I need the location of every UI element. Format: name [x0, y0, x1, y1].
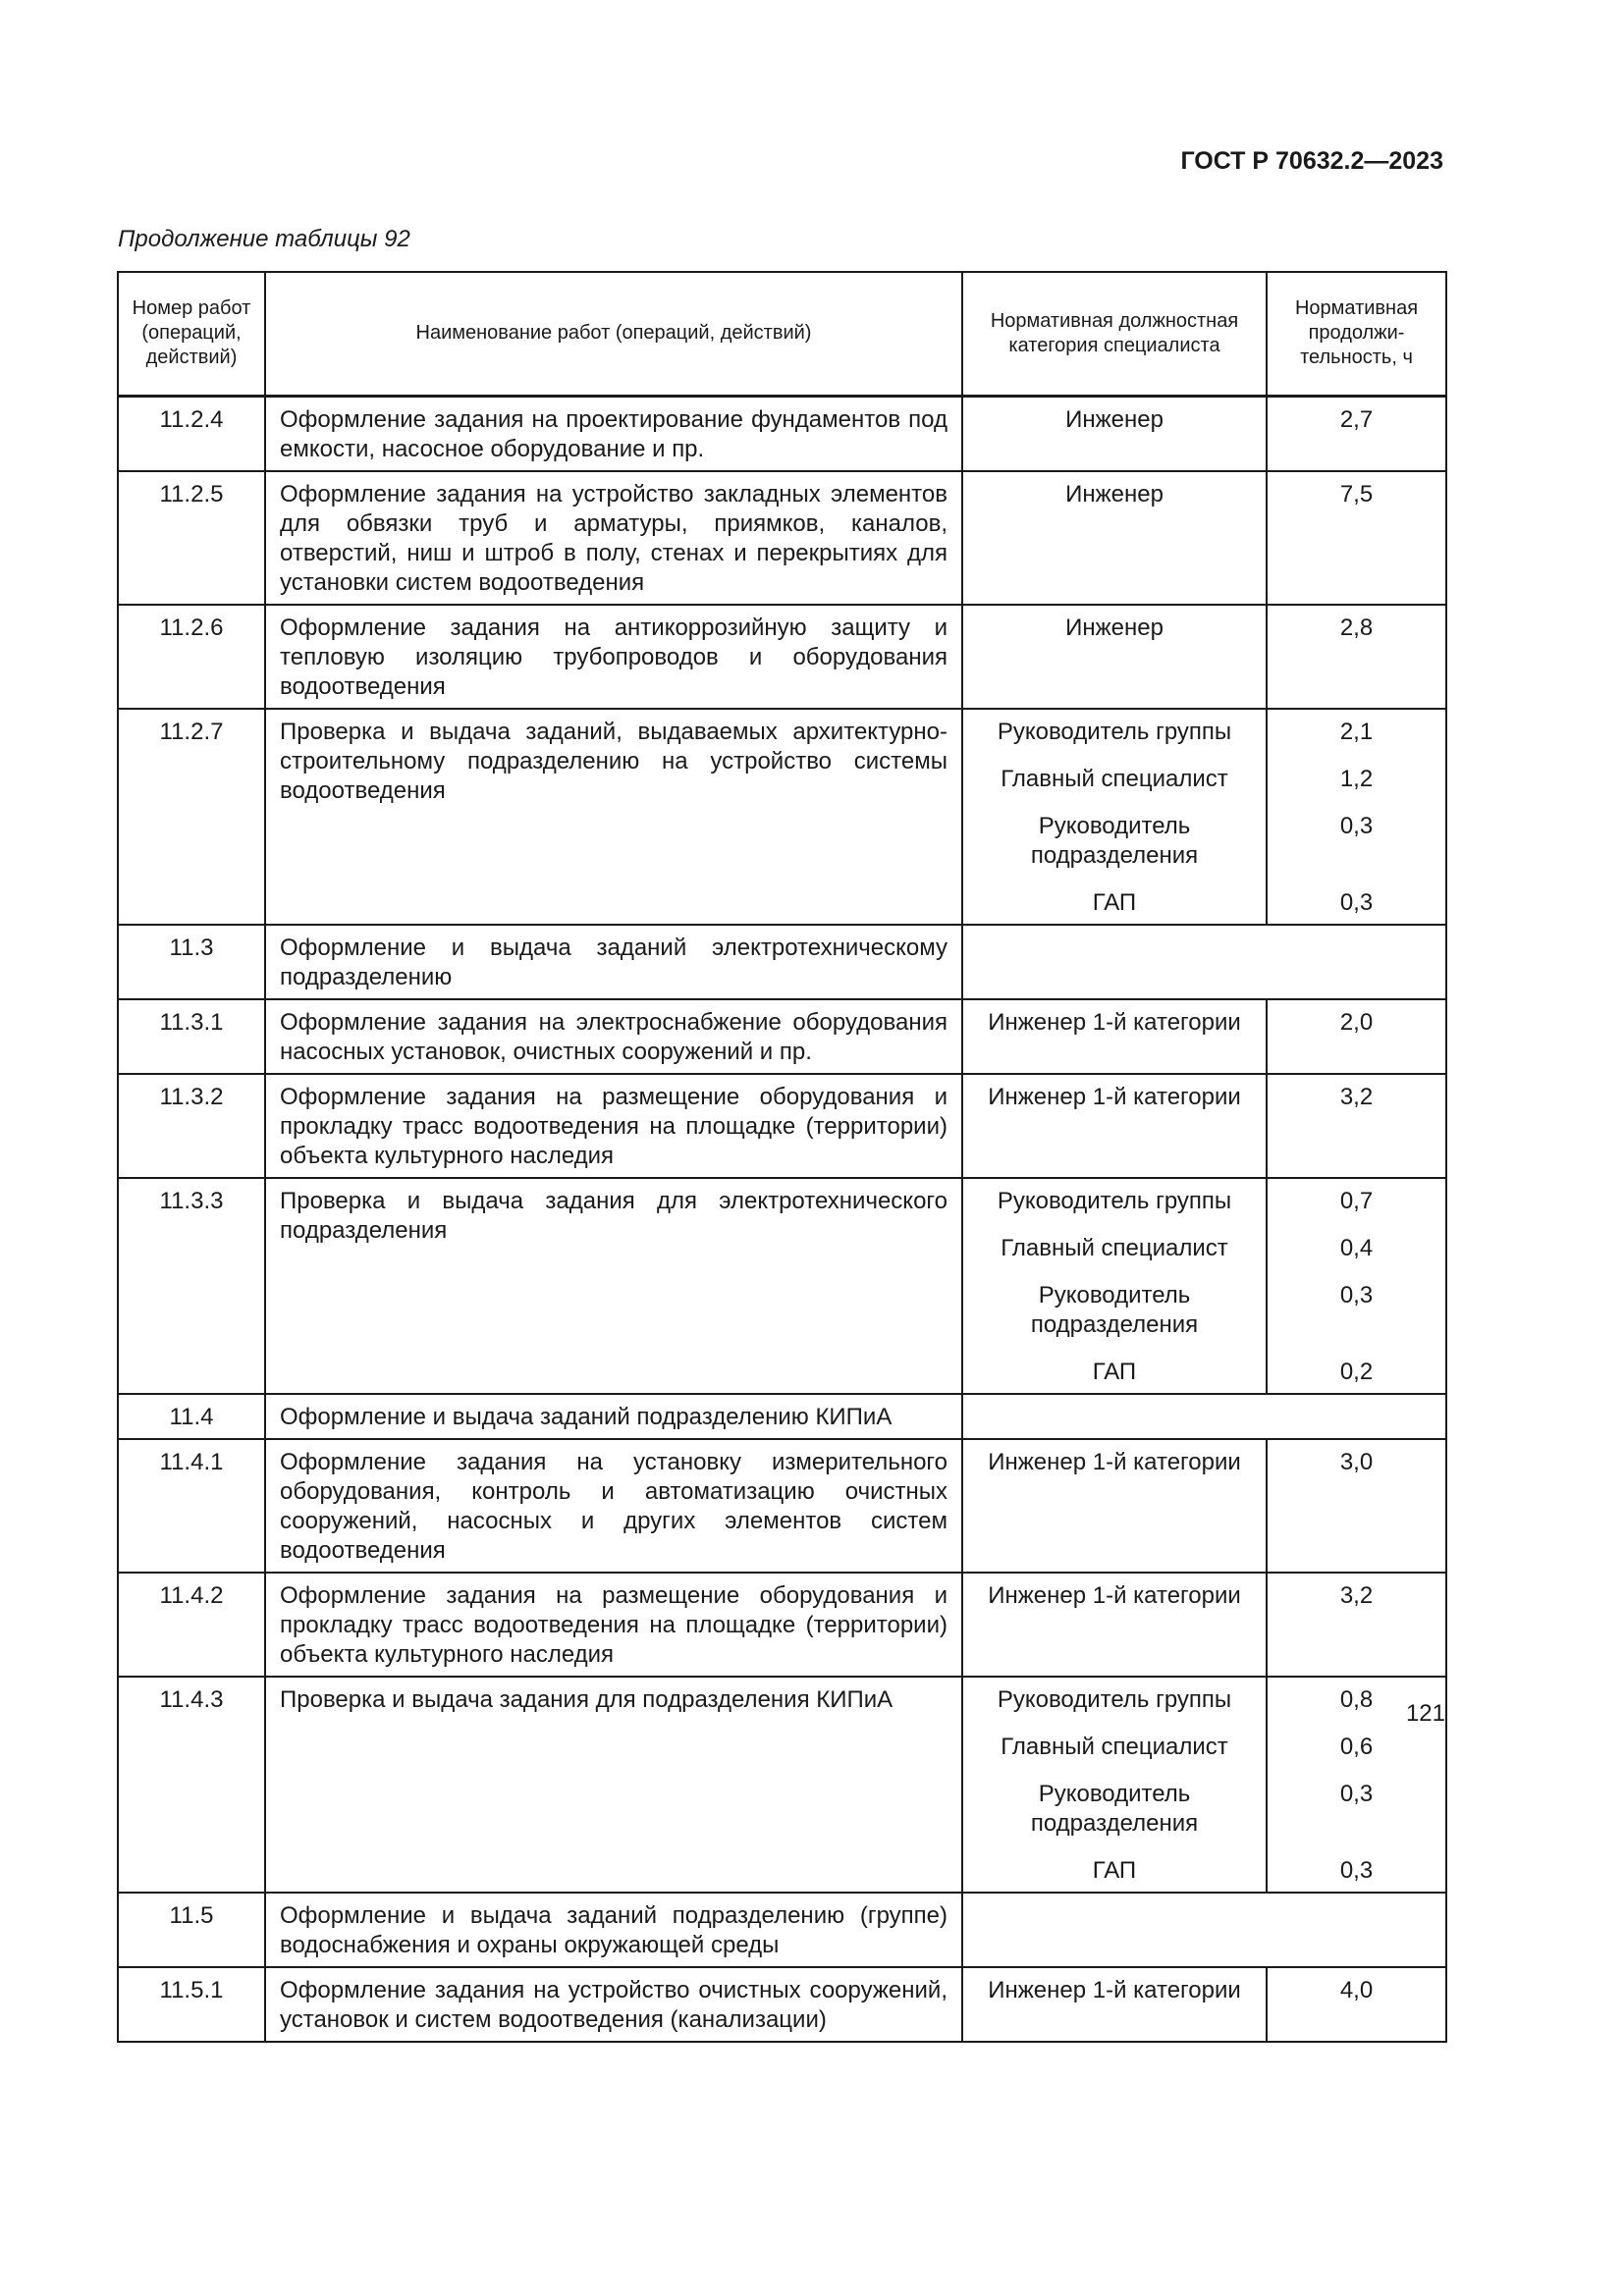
row-work-name: Оформление задания на проектирование фундаментов под емкости, насосное оборудование и пр. [265, 396, 962, 471]
category-item: Руководитель подразделения [1030, 1780, 1199, 1837]
row-empty-span [962, 1893, 1446, 1967]
row-duration: 3,0 [1267, 1439, 1446, 1573]
row-number: 11.2.7 [118, 709, 265, 925]
row-duration: 4,0 [1267, 1967, 1446, 2042]
duration-item: 1,2 [1339, 765, 1374, 792]
row-work-name: Оформление задания на размещение оборудования и прокладку трасс водоотведения на площадке (территории) объекта культурного наследия [265, 1074, 962, 1178]
row-duration: 3,2 [1267, 1573, 1446, 1677]
duration-item: 2,1 [1339, 718, 1374, 745]
table-row [118, 999, 1446, 1074]
row-category: Инженер 1-й категории [962, 1439, 1267, 1573]
row-empty-span [962, 1394, 1446, 1439]
row-duration: 2,0 [1267, 999, 1446, 1074]
row-category: Инженер 1-й категории [962, 999, 1267, 1074]
row-category: Инженер [962, 396, 1267, 471]
page-number: 121 [1405, 1700, 1445, 1727]
category-item: Руководитель группы [997, 1685, 1232, 1713]
row-duration: 2,7 [1267, 396, 1446, 471]
duration-item: 0,3 [1339, 888, 1374, 916]
row-category: Инженер 1-й категории [962, 1967, 1267, 2042]
table-row [118, 396, 1446, 471]
category-item: Руководитель группы [997, 1187, 1232, 1214]
norms-table [117, 271, 1447, 2043]
duration-item: 0,8 [1339, 1685, 1374, 1713]
table-row [118, 1178, 1446, 1394]
table-header-row [118, 272, 1446, 396]
row-number: 11.2.4 [118, 396, 265, 471]
row-work-name: Проверка и выдача заданий, выдаваемых архитектурно-строительному подразделению на устройство системы водоотведения [265, 709, 962, 925]
row-work-name: Оформление задания на установку измерительного оборудования, контроль и автоматизацию очистных сооружений, насосных и других элементов систем водоотведения [265, 1439, 962, 1573]
duration-item: 0,6 [1339, 1733, 1374, 1760]
category-item: Главный специалист [1001, 1234, 1228, 1261]
row-number: 11.3 [118, 925, 265, 999]
row-work-name: Проверка и выдача задания для электротехнического подразделения [265, 1178, 962, 1394]
category-item: Руководитель подразделения [1030, 1281, 1199, 1338]
row-duration: 2,8 [1267, 605, 1446, 709]
duration-item: 0,3 [1339, 1856, 1374, 1884]
row-category: Инженер [962, 471, 1267, 605]
table-row [118, 471, 1446, 605]
category-item: ГАП [1092, 1358, 1137, 1385]
row-number: 11.4.2 [118, 1573, 265, 1677]
row-work-name: Проверка и выдача задания для подразделения КИПиА [265, 1677, 962, 1893]
row-work-name: Оформление и выдача заданий подразделению КИПиА [265, 1394, 962, 1439]
row-category [962, 1677, 1267, 1893]
row-number: 11.3.1 [118, 999, 265, 1074]
category-item: Главный специалист [1001, 1733, 1228, 1760]
table-row [118, 605, 1446, 709]
duration-item: 0,3 [1339, 1780, 1374, 1807]
table-caption: Продолжение таблицы 92 [118, 226, 410, 252]
header-category: Нормативная должностная категория специалиста [962, 272, 1267, 396]
header-name: Наименование работ (операций, действий) [265, 272, 962, 396]
row-work-name: Оформление задания на устройство очистных сооружений, установок и систем водоотведения (канализации) [265, 1967, 962, 2042]
header-duration: Нормативная продолжи-тельность, ч [1267, 272, 1446, 396]
row-number: 11.4.3 [118, 1677, 265, 1893]
row-number: 11.2.6 [118, 605, 265, 709]
row-number: 11.4.1 [118, 1439, 265, 1573]
row-category: Инженер 1-й категории [962, 1573, 1267, 1677]
row-work-name: Оформление задания на размещение оборудования и прокладку трасс водоотведения на площадке (территории) объекта культурного наследия [265, 1573, 962, 1677]
category-item: Руководитель подразделения [1030, 812, 1199, 869]
duration-item: 0,3 [1339, 812, 1374, 839]
row-category: Инженер [962, 605, 1267, 709]
table-row [118, 1074, 1446, 1178]
row-empty-span [962, 925, 1446, 999]
table-row [118, 1677, 1446, 1893]
row-number: 11.5.1 [118, 1967, 265, 2042]
row-duration: 3,2 [1267, 1074, 1446, 1178]
duration-item: 0,7 [1339, 1187, 1374, 1214]
category-item: Руководитель группы [997, 718, 1232, 745]
table-row [118, 925, 1446, 999]
duration-item: 0,3 [1339, 1281, 1374, 1308]
table-row [118, 709, 1446, 925]
duration-item: 0,4 [1339, 1234, 1374, 1261]
header-num: Номер работ (операций, действий) [118, 272, 265, 396]
row-work-name: Оформление и выдача заданий подразделению (группе) водоснабжения и охраны окружающей среды [265, 1893, 962, 1967]
row-category [962, 1178, 1267, 1394]
row-work-name: Оформление задания на антикоррозийную защиту и тепловую изоляцию трубопроводов и оборудования водоотведения [265, 605, 962, 709]
row-category [962, 709, 1267, 925]
row-category: Инженер 1-й категории [962, 1074, 1267, 1178]
row-duration [1267, 1178, 1446, 1394]
table-row [118, 1394, 1446, 1439]
row-number: 11.4 [118, 1394, 265, 1439]
table-row [118, 1893, 1446, 1967]
category-item: Главный специалист [1001, 765, 1228, 792]
row-number: 11.2.5 [118, 471, 265, 605]
row-duration: 7,5 [1267, 471, 1446, 605]
category-item: ГАП [1092, 888, 1137, 916]
category-item: ГАП [1092, 1856, 1137, 1884]
row-work-name: Оформление и выдача заданий электротехническому подразделению [265, 925, 962, 999]
row-duration [1267, 709, 1446, 925]
duration-item: 0,2 [1339, 1358, 1374, 1385]
table-row [118, 1967, 1446, 2042]
table-row [118, 1573, 1446, 1677]
row-number: 11.3.3 [118, 1178, 265, 1394]
row-number: 11.5 [118, 1893, 265, 1967]
document-code: ГОСТ Р 70632.2—2023 [1180, 147, 1443, 175]
table-row [118, 1439, 1446, 1573]
table-body [118, 396, 1446, 2042]
row-work-name: Оформление задания на электроснабжение оборудования насосных установок, очистных сооружений и пр. [265, 999, 962, 1074]
row-number: 11.3.2 [118, 1074, 265, 1178]
row-work-name: Оформление задания на устройство закладных элементов для обвязки труб и арматуры, приямков, каналов, отверстий, ниш и штроб в полу, стенах и перекрытиях для установки систем водоотведения [265, 471, 962, 605]
